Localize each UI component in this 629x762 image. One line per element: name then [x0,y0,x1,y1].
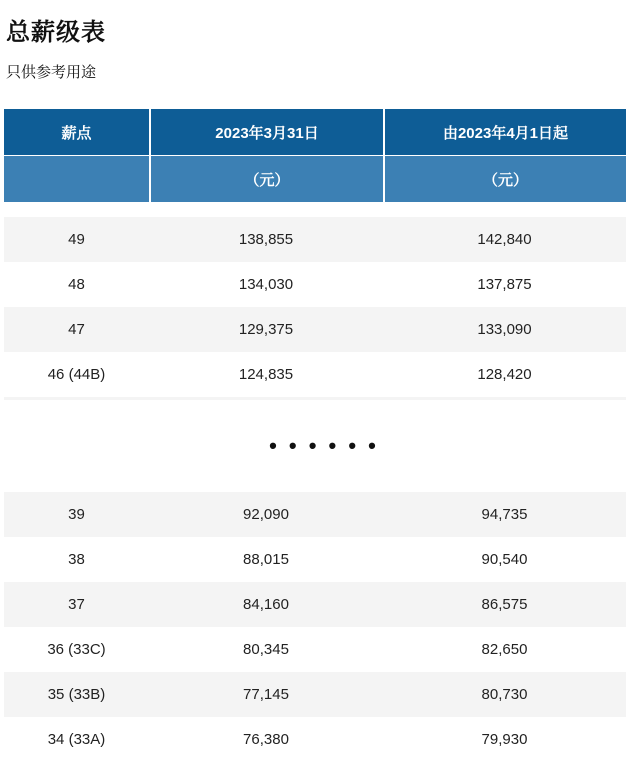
table-row [4,672,626,717]
table-row [4,582,626,627]
table-header-row [4,109,626,155]
cell-new: 137,875 [477,276,532,293]
table-spacer [4,203,626,217]
table-row [4,262,626,307]
table-row [4,217,626,262]
omitted-rows-ellipsis: • • • • • • [269,433,379,458]
cell-new: 142,840 [477,231,532,248]
cell-pay-point: 36 (33C) [47,641,106,658]
table-row [4,352,626,397]
cell-pay-point: 38 [68,551,85,568]
cell-pay-point: 48 [68,276,85,293]
page-title: 总薪级表 [6,19,106,46]
cell-new: 82,650 [481,641,528,658]
cell-current: 80,345 [243,641,289,658]
table-row [4,717,626,762]
unit-pay-point [4,156,149,202]
cell-current: 124,835 [238,366,294,383]
table-row [4,307,626,352]
unit-new: （元） [385,156,626,202]
cell-pay-point: 47 [68,321,85,338]
cell-new: 94,735 [481,506,528,523]
header-pay-point: 薪点 [4,109,149,155]
cell-current: 76,380 [243,731,289,748]
cell-pay-point: 37 [68,596,85,613]
cell-pay-point: 39 [68,506,85,523]
cell-pay-point: 35 (33B) [47,686,106,703]
cell-current: 129,375 [238,321,294,338]
cell-current: 88,015 [243,551,289,568]
header-date-new: 由2023年4月1日起 [385,109,626,155]
cell-current: 92,090 [243,506,289,523]
salary-table [4,109,626,762]
header-date-current: 2023年3月31日 [151,109,383,155]
cell-new: 86,575 [481,596,528,613]
table-row [4,627,626,672]
table-row [4,537,626,582]
cell-current: 138,855 [238,231,294,248]
table-unit-row [4,156,626,202]
cell-current: 134,030 [238,276,294,293]
cell-new: 80,730 [481,686,528,703]
cell-current: 77,145 [243,686,289,703]
cell-pay-point: 34 (33A) [47,731,106,748]
cell-pay-point: 46 (44B) [47,366,106,383]
page-subtitle: 只供参考用途 [6,64,97,81]
cell-new: 79,930 [481,731,528,748]
cell-new: 90,540 [481,551,528,568]
cell-new: 133,090 [477,321,532,338]
unit-current: （元） [151,156,383,202]
cell-pay-point: 49 [68,231,85,248]
cell-current: 84,160 [243,596,289,613]
cell-new: 128,420 [477,366,532,383]
table-row [4,492,626,537]
